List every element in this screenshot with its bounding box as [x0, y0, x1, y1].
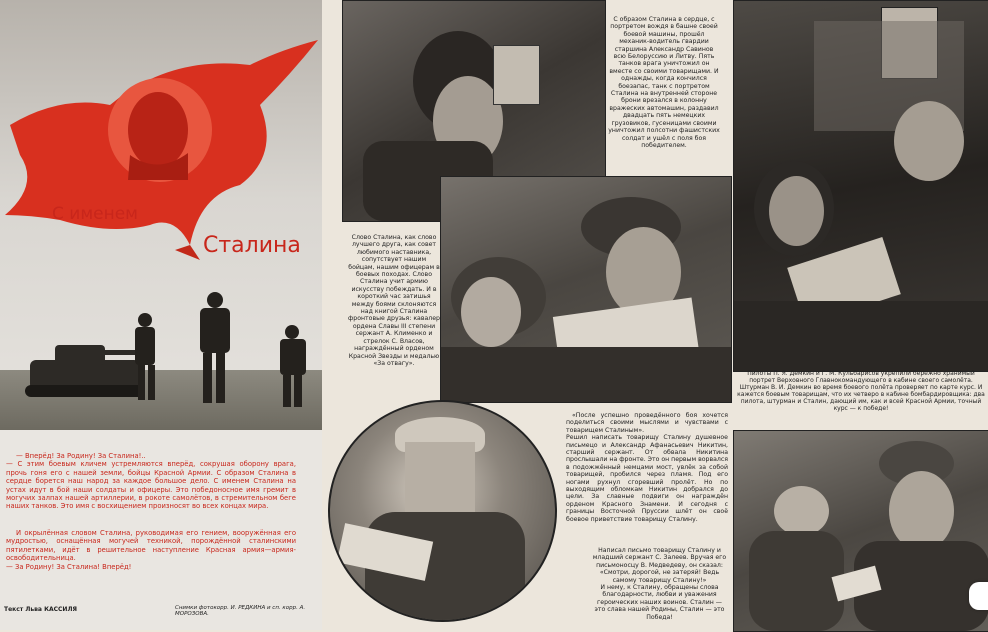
writing-soldier-photo — [328, 400, 557, 622]
letter-delivery-photo — [733, 430, 988, 632]
letter-text: «После успешно проведённого боя хочется поделиться своими мыслями и чувствами с товарищем Сталиным». Решил написать товарищу Сталину душевное письмецо и Александр Афанасьевич Никитин, старший сержант. От обвала Никитина прослышали на фронте. Это он первым ворвался в подожжённый немцами мост, увлёк за собой товарищей, пробился через пламя. Под его ногами рухнул сгоревший пролёт. Но по выходящим обломкам Никитин добрался до цели. За славные подвиги он награждён орденом Красного Знамени. И сегодня с границы Восточной Пруссии шлёт он своё боевое приветствие товарищу Сталину. — [566, 412, 728, 523]
pilots-cockpit-photo — [733, 0, 988, 372]
soldier-silhouettes — [135, 292, 306, 407]
title-line-2: Сталина — [203, 233, 301, 258]
reading-text: Написал письмо товарищу Сталину и младший сержант С. Залеев. Вручая его письмоносцу В. Медведеву, он сказал: «Смотри, дорогой, не затеряй! Ведь самому товарищу Сталину!» И нему, к Сталину, обращены слова благодарности, любви и уважения героических наших воинов. Сталин — это слава нашей Родины, Сталин — это Победа! — [592, 547, 727, 621]
left-article-para-2: И окрылённая словом Сталина, руководимая его гением, вооружённая его мудростью, оснащённая могучей техникой, порождённой сталинскими пятилетками, идёт в решительное наступление Красная армия—армия-освободительница. — За Родину! За Сталина! Вперёд! — [6, 529, 296, 571]
reading-soldiers-photo — [440, 176, 732, 403]
pilots-caption: Пилоты П. Я. Демкин и Г. М. Кульбарисов укрепили бережно хранимый портрет Верховного Главнокомандующего в кабине своего самолёта. Штурман В. И. Демкин во время боевого полёта проверяет по карте курс. И кажется боевым товарищам, что их четверо в кабине бомбардировщика: два пилота, штурман и Сталин, дающий им, как и всей Красной Армии, точный курс — к победе! — [737, 370, 985, 412]
tank-driver-text: С образом Сталина в сердце, с портретом вождя в башне своей боевой машины, прошёл механик-водитель гвардии старшина Александр Савинов всю Белоруссию и Литву. Пять танков врага уничтожил он вместе со своими товарищами. И однажды, когда кончился боезапас, танк с портретом Сталина на внутренней стороне брони врезался в колонну вражеских автомашин, раздавил двадцать пять немецких грузовиков, гусеницами своими уничтожил полсотни фашистских солдат и ушёл с поля боя победителем. — [608, 16, 720, 166]
left-article-para-1: — Вперёд! За Родину! За Сталина!.. — С этим боевым кличем устремляются вперёд, сокрушая оборону врага, прочь гоня его с нашей земли, бойцы Красной Армии. С образом Сталина в сердце борется наш народ за каждое большое дело. С именем Сталина на устах идут в бой наши солдаты и офицеры. Это победоносное имя гремит в могучих залпах нашей артиллерии, в рокоте самолётов, в стремительном беге наших танков. Это имя с восхищением произносят во всех концах мира. — [6, 452, 296, 511]
left-panel — [0, 0, 322, 630]
photo-credit: Снимки фотокорр. И. РЕДКИНА и сп. корр. А. МОРОЗОВА. — [175, 605, 306, 617]
portrait-in-tank — [493, 45, 540, 105]
red-flag — [0, 35, 322, 305]
scroll-handle[interactable] — [969, 582, 988, 610]
battle-illustration — [0, 290, 322, 420]
sergeant-text: Слово Сталина, как слово лучшего друга, как совет любимого наставника, сопутствует нашим бойцам, нашим офицерам в боевых походах. Слово Сталина учит армию искусству побеждать. И в короткий час затишья между боями склоняются над книгой Сталина фронтовые друзья: кавалер ордена Славы III степени сержант А. Клименко и стрелок С. Власов, награждённый орденом Красной Звезды и медалью «За отвагу». — [348, 234, 440, 367]
stalin-portrait-icon — [128, 92, 188, 168]
text-author-credit: Текст Льва КАССИЛЯ — [4, 606, 78, 613]
title-line-1: С именем — [52, 204, 139, 224]
